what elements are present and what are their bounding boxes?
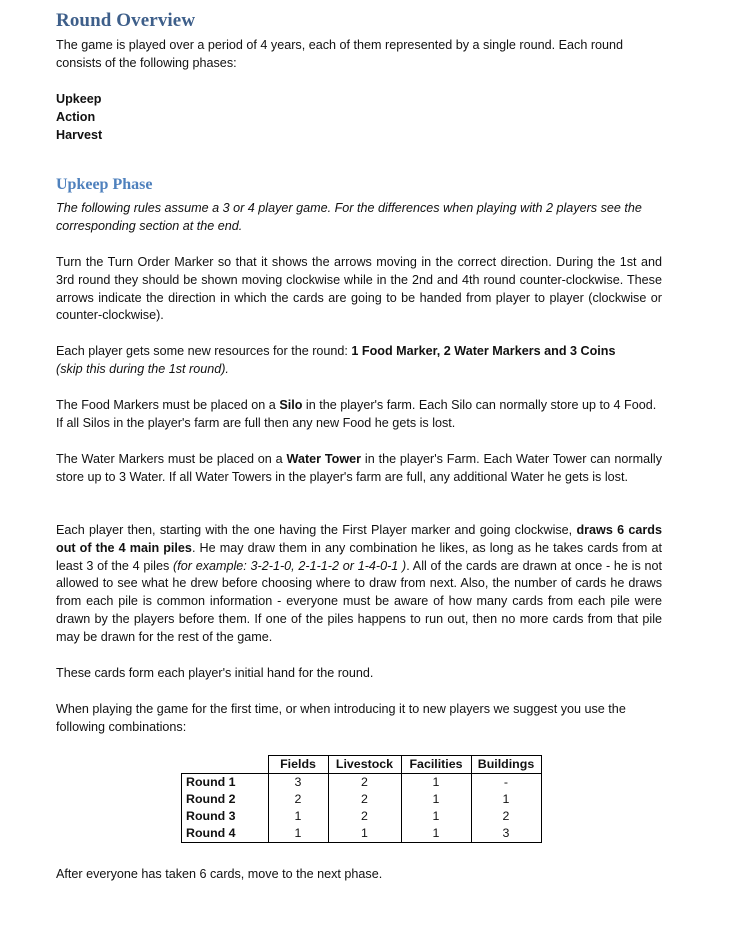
upkeep-phase-heading: Upkeep Phase	[56, 176, 153, 193]
food-text-pre: The Food Markers must be placed on a	[56, 398, 280, 412]
table-header-buildings: Buildings	[471, 756, 541, 774]
phase-upkeep: Upkeep	[56, 92, 102, 106]
cell-livestock: 2	[328, 791, 401, 808]
cell-livestock: 2	[328, 774, 401, 792]
draw-bold: draws 6 cards out of the 4 main piles	[56, 523, 662, 555]
cell-fields: 3	[268, 774, 328, 792]
row-label: Round 1	[182, 774, 269, 792]
cell-facilities: 1	[401, 825, 471, 843]
suggested-combinations-table	[181, 755, 542, 843]
draw-text-pre: Each player then, starting with the one having the First Player marker and going clockwise,	[56, 523, 577, 537]
round-overview-intro: The game is played over a period of 4 years, each of them represented by a single round. Each round consists of the following phases:	[56, 38, 624, 70]
cell-buildings: 3	[471, 825, 541, 843]
draw-text-post: . All of the cards are drawn at once - he is not allowed to see what he drew before choosing where to draw from next. Also, the number of cards he draws from each pile is common information - everyone must be aware of how many cards from each pile were drawn by the players before them. If one of the piles happens to run out, then no more cards from that pile may be drawn for the rest of the game.	[56, 558, 663, 644]
draw-paragraph	[56, 522, 662, 647]
draw-text-mid: . He may draw them in any combination he likes, as long as he takes cards from at least 3 of the 4 piles	[56, 540, 663, 573]
turn-order-paragraph: Turn the Turn Order Marker so that it shows the arrows moving in the correct direction. During the 1st and 3rd round they should be shown moving clockwise while in the 2nd and 4th round counter-clockwise. These arrows indicate the direction in which the cards are going to be handed from player to player (clockwise or counter-clockwise).	[56, 255, 662, 323]
table-header-fields: Fields	[268, 756, 328, 774]
suggest-paragraph: When playing the game for the first time, or when introducing it to new players we suggest you use the following combinations:	[56, 702, 626, 734]
resources-paragraph	[56, 343, 662, 379]
table-header-row	[182, 756, 542, 774]
draw-example-italic: (for example: 3-2-1-0, 2-1-1-2 or 1-4-0-1 )	[173, 558, 407, 573]
silo-bold: Silo	[279, 398, 303, 412]
table-row	[182, 791, 542, 808]
table-row	[182, 825, 542, 843]
cell-fields: 1	[268, 825, 328, 843]
table-row	[182, 808, 542, 825]
cell-buildings: -	[471, 774, 541, 792]
cell-facilities: 1	[401, 774, 471, 792]
cell-buildings: 2	[471, 808, 541, 825]
phase-action: Action	[56, 110, 96, 124]
cell-fields: 1	[268, 808, 328, 825]
table-header-blank	[182, 756, 269, 774]
water-paragraph	[56, 451, 662, 487]
water-text-pre: The Water Markers must be placed on a	[56, 452, 287, 466]
cell-fields: 2	[268, 791, 328, 808]
row-label: Round 2	[182, 791, 269, 808]
table-header-livestock: Livestock	[328, 756, 401, 774]
cell-facilities: 1	[401, 791, 471, 808]
upkeep-note: The following rules assume a 3 or 4 player game. For the differences when playing with 2 players see the corresponding section at the end.	[56, 201, 642, 233]
cell-facilities: 1	[401, 808, 471, 825]
row-label: Round 3	[182, 808, 269, 825]
resources-italic: (skip this during the 1st round).	[56, 361, 229, 376]
resources-text: Each player gets some new resources for the round:	[56, 344, 352, 358]
cell-livestock: 1	[328, 825, 401, 843]
phase-harvest: Harvest	[56, 128, 103, 142]
cell-livestock: 2	[328, 808, 401, 825]
after-paragraph: After everyone has taken 6 cards, move to the next phase.	[56, 867, 383, 881]
round-overview-heading: Round Overview	[56, 10, 196, 31]
row-label: Round 4	[182, 825, 269, 843]
water-tower-bold: Water Tower	[286, 452, 362, 466]
food-text-post: in the player's farm. Each Silo can normally store up to 4 Food. If all Silos in the player's farm are full then any new Food he gets is lost.	[56, 398, 657, 430]
food-paragraph	[56, 397, 662, 433]
cell-buildings: 1	[471, 791, 541, 808]
table-header-facilities: Facilities	[401, 756, 471, 774]
resources-bold: 1 Food Marker, 2 Water Markers and 3 Coins	[351, 344, 616, 358]
water-text-post: in the player's Farm. Each Water Tower can normally store up to 3 Water. If all Water Towers in the player's farm are full, any additional Water he gets is lost.	[56, 452, 662, 484]
hand-paragraph: These cards form each player's initial hand for the round.	[56, 666, 374, 680]
table-row	[182, 774, 542, 792]
